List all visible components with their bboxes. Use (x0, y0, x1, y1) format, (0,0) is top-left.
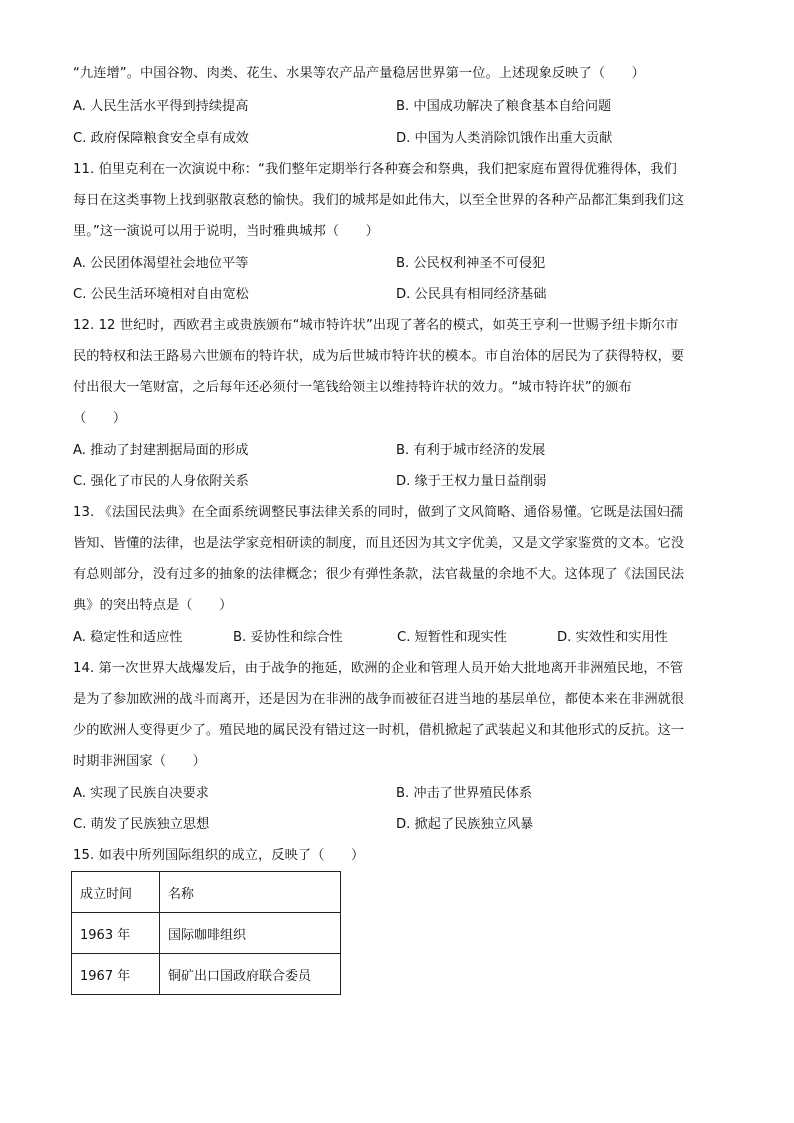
q12-stem-line-3: 付出很大一笔财富，之后每年还必须付一笔钱给领主以维持特许状的效力。“城市特许状”的颁布 (73, 380, 632, 395)
table-row (72, 913, 341, 954)
q14-option-c[interactable]: C. 萌发了民族独立思想 (73, 817, 210, 832)
q11-option-d[interactable]: D. 公民具有相同经济基础 (396, 287, 547, 302)
table-header-row (72, 872, 341, 913)
q10-option-a[interactable]: A. 人民生活水平得到持续提高 (73, 99, 249, 114)
q13-stem-line-1: 13. 《法国民法典》在全面系统调整民事法律关系的同时，做到了文风简略、通俗易懂。它既是法国妇孺 (73, 505, 684, 520)
q12-option-c[interactable]: C. 强化了市民的人身依附关系 (73, 474, 249, 489)
q13-option-b[interactable]: B. 妥协性和综合性 (233, 630, 343, 645)
q12-stem-line-2: 民的特权和法王路易六世颁布的特许状，成为后世城市特许状的模本。市自治体的居民为了获得特权，要 (73, 349, 685, 364)
q12-stem-line-1: 12. 12 世纪时，西欧君主或贵族颁布“城市特许状”出现了著名的模式，如英王亨利一世赐予纽卡斯尔市 (73, 318, 679, 333)
q14-stem-line-2: 是为了参加欧洲的战斗而离开，还是因为在非洲的战争而被征召进当地的基层单位，都使本来在非洲就很 (73, 692, 685, 707)
table-cell-year: 1967 年 (72, 954, 160, 995)
q14-option-b[interactable]: B. 冲击了世界殖民体系 (396, 786, 533, 801)
q10-stem-tail: “九连增”。中国谷物、肉类、花生、水果等农产品产量稳居世界第一位。上述现象反映了（ ） (73, 66, 645, 81)
q10-option-b[interactable]: B. 中国成功解决了粮食基本自给问题 (396, 99, 612, 114)
table-cell-name: 铜矿出口国政府联合委员 (160, 954, 341, 995)
q13-stem-line-3: 有总则部分，没有过多的抽象的法律概念；很少有弹性条款，法官裁量的余地不大。这体现了《法国民法 (73, 567, 685, 582)
q15-organizations-table (71, 871, 341, 995)
q11-stem-line-2: 每日在这类事物上找到驱散哀愁的愉快。我们的城邦是如此伟大，以至全世界的各种产品都汇集到我们这 (73, 193, 685, 208)
q11-stem-line-1: 11. 伯里克利在一次演说中称：“我们整年定期举行各种赛会和祭典，我们把家庭布置得优雅得体，我们 (73, 162, 677, 177)
q13-stem-line-2: 皆知、皆懂的法律，也是法学家竞相研读的制度，而且还因为其文字优美，又是文学家鉴赏的文本。它没 (73, 536, 685, 551)
q14-option-a[interactable]: A. 实现了民族自决要求 (73, 786, 209, 801)
q14-option-d[interactable]: D. 掀起了民族独立风暴 (396, 817, 534, 832)
q11-option-a[interactable]: A. 公民团体渴望社会地位平等 (73, 256, 249, 271)
q12-option-d[interactable]: D. 缘于王权力量日益削弱 (396, 474, 547, 489)
q14-stem-line-1: 14. 第一次世界大战爆发后，由于战争的拖延，欧洲的企业和管理人员开始大批地离开非洲殖民地，不管 (73, 661, 684, 676)
table-header-founded: 成立时间 (72, 872, 160, 913)
q13-option-d[interactable]: D. 实效性和实用性 (557, 630, 668, 645)
table-row (72, 954, 341, 995)
q13-stem-line-4: 典》的突出特点是（ ） (73, 598, 233, 613)
q14-stem-line-4: 时期非洲国家（ ） (73, 754, 206, 769)
q12-option-a[interactable]: A. 推动了封建割据局面的形成 (73, 443, 249, 458)
table-header-name: 名称 (160, 872, 341, 913)
q11-stem-line-3: 里。”这一演说可以用于说明，当时雅典城邦（ ） (73, 224, 379, 239)
q13-option-c[interactable]: C. 短暂性和现实性 (397, 630, 507, 645)
q12-option-b[interactable]: B. 有利于城市经济的发展 (396, 443, 546, 458)
q10-option-d[interactable]: D. 中国为人类消除饥饿作出重大贡献 (396, 131, 613, 146)
table-cell-year: 1963 年 (72, 913, 160, 954)
q11-option-b[interactable]: B. 公民权利神圣不可侵犯 (396, 256, 546, 271)
q13-option-a[interactable]: A. 稳定性和适应性 (73, 630, 183, 645)
q11-option-c[interactable]: C. 公民生活环境相对自由宽松 (73, 287, 249, 302)
q14-stem-line-3: 少的欧洲人变得更少了。殖民地的属民没有错过这一时机，借机掀起了武装起义和其他形式的反抗。这一 (73, 723, 685, 738)
table-cell-name: 国际咖啡组织 (160, 913, 341, 954)
q15-stem: 15. 如表中所列国际组织的成立，反映了（ ） (73, 848, 365, 863)
q10-option-c[interactable]: C. 政府保障粮食安全卓有成效 (73, 131, 249, 146)
q12-stem-line-4: （ ） (73, 411, 127, 426)
